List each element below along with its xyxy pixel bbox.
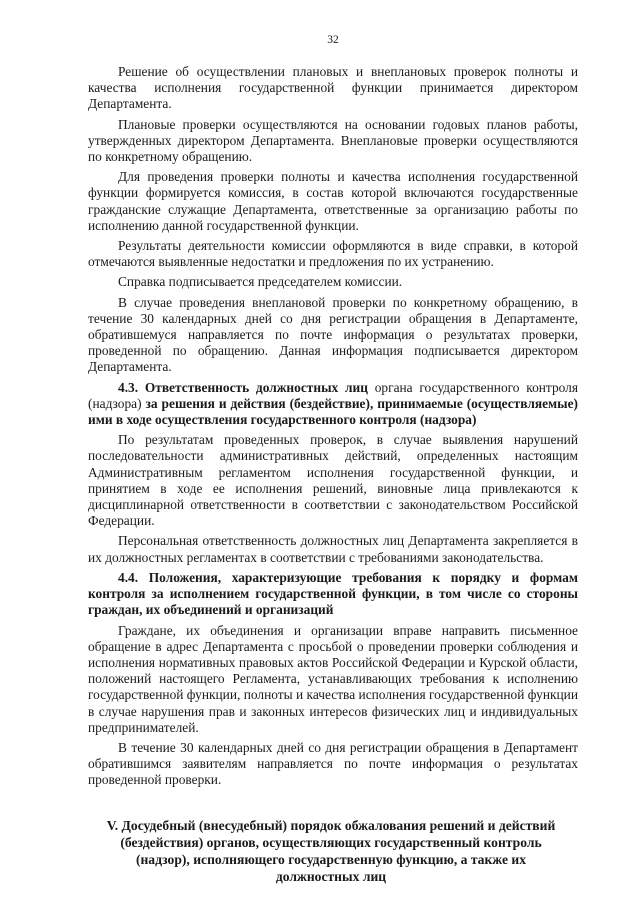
section-4-3-title-regular: органа государственного контроля (надзора) [88,379,579,411]
section-heading-4-3 [88,380,578,429]
paragraph: Решение об осуществлении плановых и внеплановых проверок полноты и качества исполнения государственной функции принимается директором Департамента. [88,64,578,112]
page-number: 32 [327,34,339,46]
paragraph: В течение 30 календарных дней со дня регистрации обращения в Департамент обратившимся заявителям направляется по почте информация о результатах проведенной проверки. [88,739,578,788]
section-heading-4-4 [88,570,578,619]
section-4-4-title: 4.4. Положения, характеризующие требования к порядку и формам контроля за исполнением государственной функции, в том числе со стороны граждан, их объединений и организаций [88,569,578,618]
paragraph: Плановые проверки осуществляются на основании годовых планов работы, утвержденных директором Департамента. Внеплановые проверки осуществляются по конкретному обращению. [88,116,578,165]
paragraph: Справка подписывается председателем комиссии. [118,274,403,290]
paragraph: Персональная ответственность должностных лиц Департамента закрепляется в их должностных регламентах в соответствии с требованиями законодательства. [88,533,578,565]
section-4-3-title-bold: 4.3. Ответственность должностных лиц [118,379,368,395]
paragraph: По результатам проведенных проверок, в случае выявления нарушений последовательности административных действий, определенных настоящим Административным регламентом исполнения государственной функции, и принятием в ходе ее исполнения решений, виновные лица привлекаются к дисциплинарной ответственности в соответствии с законодательством Российской Федерации. [88,432,578,529]
chapter-heading-5: V. Досудебный (внесудебный) порядок обжалования решений и действий (бездействия) органов, осуществляющих государственный контроль (надзор), исполняющего государственную функцию, а также их должностных лиц [106,817,556,884]
paragraph: Для проведения проверки полноты и качества исполнения государственной функции формируется комиссия, в состав которой включаются государственные гражданские служащие Департамента, ответственные за организацию работы по исполнению данной государственной функции. [88,169,578,233]
paragraph: Результаты деятельности комиссии оформляются в виде справки, в которой отмечаются выявленные недостатки и предложения по их устранению. [88,238,578,270]
section-4-3-title-bold-tail: за решения и действия (бездействие), принимаемые (осуществляемые) ими в ходе осуществления государственного контроля (надзора) [88,395,578,428]
paragraph: Граждане, их объединения и организации вправе направить письменное обращение в адрес Департамента с просьбой о проведении проверки соблюдения и исполнения нормативных правовых актов Российской Федерации и Курской области, положений настоящего Регламента, устанавливающих требования к исполнению государственной функции, полноты и качества исполнения государственной функции в случае нарушения прав и законных интересов физических лиц и индивидуальных предпринимателей. [88,622,578,735]
paragraph: В случае проведения внеплановой проверки по конкретному обращению, в течение 30 календарных дней со дня регистрации обращения в Департаменте, обратившемуся направляется по почте информация о результатах проверки, проведенной по обращению. Данная информация подписывается директором Департамента. [88,294,578,375]
